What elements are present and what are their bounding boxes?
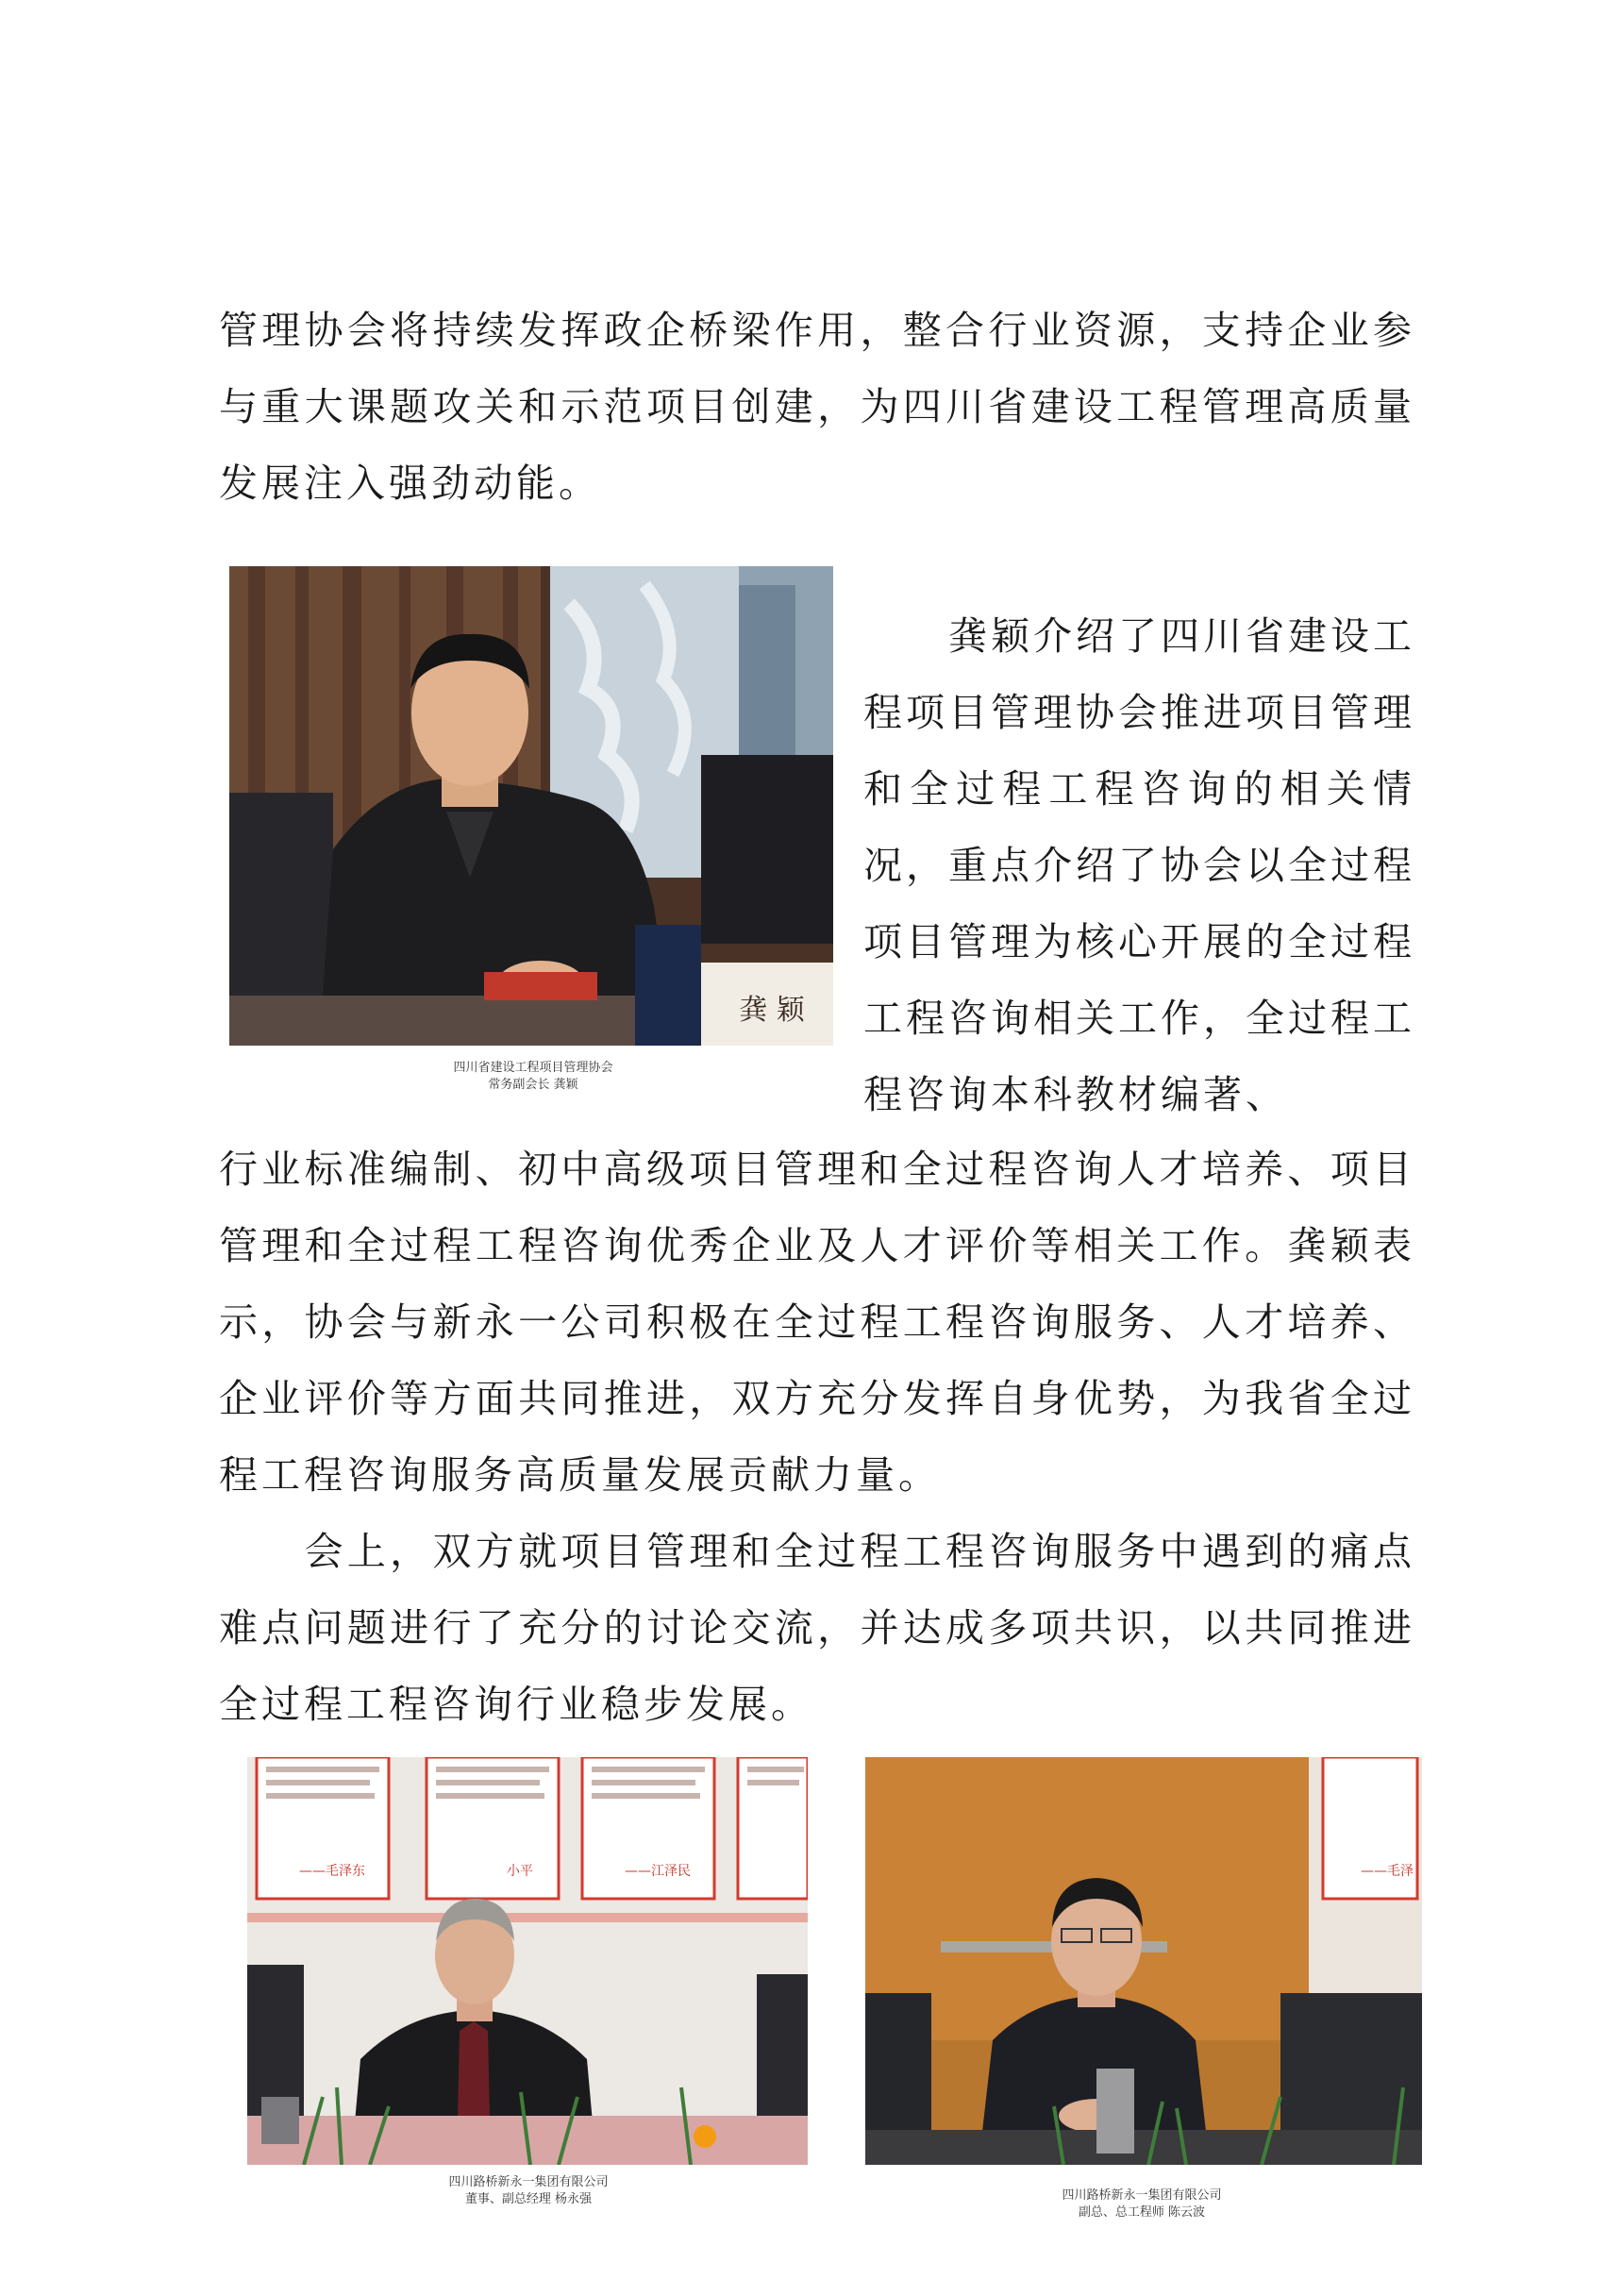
paragraph-gong-ying-continued: 行业标准编制、初中高级项目管理和全过程咨询人才培养、项目管理和全过程工程咨询优秀企业及人才评价等相关工作。龚颖表示，协会与新永一公司积极在全过程工程咨询服务、人才培养、企业评价等方面共同推进，双方充分发挥自身优势，为我省全过程工程咨询服务高质量发展贡献力量。 bbox=[219, 1147, 1415, 1498]
photo-chen-yunbo bbox=[865, 1757, 1422, 2165]
photo-gong-ying bbox=[229, 566, 833, 1046]
photo2-caption-line1: 四川路桥新永一集团有限公司 bbox=[448, 2175, 609, 2189]
photo2-caption bbox=[377, 2174, 679, 2208]
photo3-caption-line2: 副总、总工程师 陈云波 bbox=[1078, 2205, 1206, 2220]
poster2-signature-1: ——毛泽东 bbox=[299, 1864, 365, 1879]
poster3-signature: ——毛泽 bbox=[1361, 1864, 1414, 1879]
poster2-signature-3: ——江泽民 bbox=[625, 1864, 691, 1879]
photo-yang-yongqiang bbox=[247, 1757, 808, 2165]
photo1-caption-line2: 常务副会长 龚颖 bbox=[488, 1078, 578, 1092]
paragraph-gong-ying-side: 龚颖介绍了四川省建设工程项目管理协会推进项目管理和全过程工程咨询的相关情况，重点介绍了协会以全过程项目管理为核心开展的全过程工程咨询相关工作，全过程工程咨询本科教材编著、 bbox=[863, 613, 1415, 1117]
paragraph-meeting: 会上，双方就项目管理和全过程工程咨询服务中遇到的痛点难点问题进行了充分的讨论交流，并达成多项共识，以共同推进全过程工程咨询行业稳步发展。 bbox=[219, 1529, 1415, 1727]
photo3-caption bbox=[991, 2187, 1293, 2221]
paragraph-intro-continued: 管理协会将持续发挥政企桥梁作用，整合行业资源，支持企业参与重大课题攻关和示范项目创建，为四川省建设工程管理高质量发展注入强劲动能。 bbox=[219, 308, 1415, 506]
photo1-caption-line1: 四川省建设工程项目管理协会 bbox=[453, 1061, 613, 1075]
poster2-signature-2: 小平 bbox=[507, 1864, 533, 1879]
photo3-caption-line1: 四川路桥新永一集团有限公司 bbox=[1062, 2188, 1222, 2203]
nameplate-text: 龚 颖 bbox=[739, 994, 805, 1027]
photo1-caption bbox=[377, 1060, 689, 1094]
photo2-caption-line2: 董事、副总经理 杨永强 bbox=[464, 2192, 593, 2206]
